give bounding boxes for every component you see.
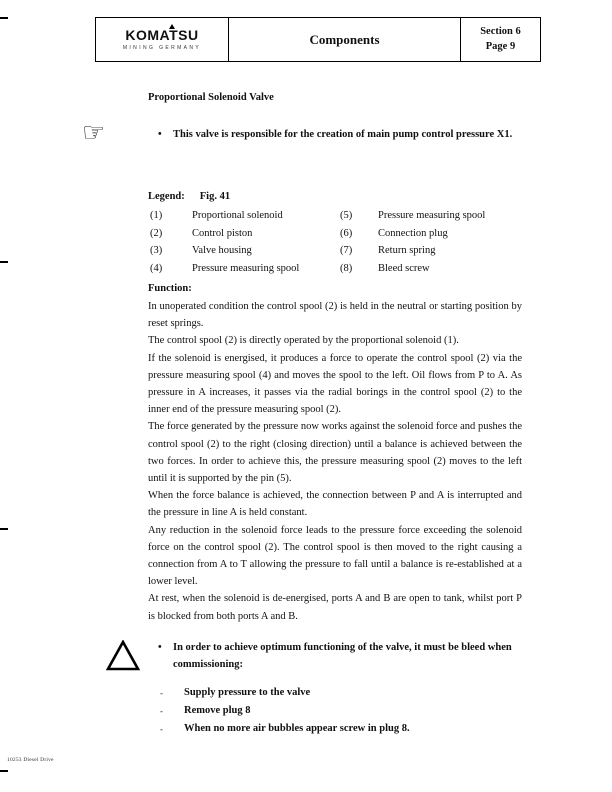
legend-num: (4) xyxy=(150,262,163,274)
logo-wordmark: KOMATSU xyxy=(125,27,199,43)
legend-text: Proportional solenoid xyxy=(192,210,283,221)
legend-num: (2) xyxy=(150,227,163,239)
footer-note: 10253 Diesel Drive xyxy=(7,757,54,763)
logo-triangle-icon xyxy=(169,24,175,29)
header-title: Components xyxy=(309,31,380,47)
warning-item-text: When no more air bubbles appear screw in plug 8. xyxy=(184,723,410,735)
legend-text: Valve housing xyxy=(192,245,252,256)
legend-num: (1) xyxy=(150,210,163,221)
komatsu-logo xyxy=(96,18,229,61)
logo-subtext: MINING GERMANY xyxy=(122,45,202,51)
paragraph: In unoperated condition the control spool (2) is held in the neutral or starting position by reset springs. xyxy=(148,301,522,330)
registration-mark xyxy=(0,261,8,263)
intro-text: This valve is responsible for the creation of main pump control pressure X1. xyxy=(173,129,513,140)
warning-item xyxy=(160,684,410,702)
section-number: Section 6 xyxy=(480,26,521,38)
warning-item xyxy=(160,720,410,738)
function-heading: Function: xyxy=(148,283,192,294)
logo-text xyxy=(125,28,198,42)
function-body xyxy=(148,298,522,625)
paragraph: When the force balance is achieved, the connection between P and A is interrupted and the pressure in line A is held constant. xyxy=(148,490,522,519)
legend-label: Legend: xyxy=(148,191,185,202)
legend-num: (6) xyxy=(340,227,353,239)
page-number: Page 9 xyxy=(485,40,516,52)
warning-intro xyxy=(158,639,522,673)
legend-num: (8) xyxy=(340,262,353,274)
warning-items xyxy=(160,684,410,739)
doc-title: Proportional Solenoid Valve xyxy=(148,92,274,103)
legend-num: (5) xyxy=(340,210,353,221)
registration-mark xyxy=(0,770,8,772)
page-header xyxy=(95,17,541,62)
legend-num: (3) xyxy=(150,245,163,256)
warning-intro-text: In order to achieve optimum functioning of the valve, it must be bleed when commissioning: xyxy=(173,642,512,670)
dash-icon: - xyxy=(160,688,163,698)
warning-item-text: Remove plug 8 xyxy=(184,705,251,717)
legend-text: Pressure measuring spool xyxy=(192,262,300,274)
legend-text: Connection plug xyxy=(378,227,448,239)
intro-bullet xyxy=(158,126,522,143)
registration-mark xyxy=(0,528,8,530)
warning-triangle-icon xyxy=(106,640,140,676)
section-info xyxy=(460,18,540,61)
registration-mark xyxy=(0,17,8,19)
bullet-icon: • xyxy=(158,129,162,140)
paragraph: At rest, when the solenoid is de-energised, ports A and B are open to tank, whilst port P is blocked from both ports A and B. xyxy=(148,593,522,622)
warning-item xyxy=(160,702,410,720)
figure-label: Fig. 41 xyxy=(199,191,231,202)
legend-num: (7) xyxy=(340,245,353,256)
dash-icon: - xyxy=(160,724,163,735)
paragraph: The control spool (2) is directly operated by the proportional solenoid (1). xyxy=(148,335,459,347)
paragraph: Any reduction in the solenoid force leads to the pressure force exceeding the solenoid force on the control spool (2). The control spool is then moved to the right causing a connection from A to T allowing the pressure to fall until a balance is re-established at a lower level. xyxy=(148,524,522,588)
legend-heading xyxy=(148,191,230,202)
legend-table xyxy=(150,209,530,275)
warning-item-text: Supply pressure to the valve xyxy=(184,687,311,698)
paragraph: If the solenoid is energised, it produces a force to operate the control spool (2) via the pressure measuring spool (4) and moves the spool to the left. Oil flows from P to A. As pressure in A increases, it passes via the radial borings in the control spool (2) to the inner end of the pressure measuring spool (2). xyxy=(148,352,522,416)
paragraph: The force generated by the pressure now works against the solenoid force and pushes the control spool (2) to the right (closing direction) until a balance is achieved between the two forces. In order to achieve this, the pressure measuring spool (2) moves to the left until it is supported by the pin (5). xyxy=(148,421,522,485)
pointing-hand-icon: ☞ xyxy=(82,118,106,147)
dash-icon: - xyxy=(160,706,163,717)
legend-text: Pressure measuring spool xyxy=(378,210,486,221)
legend-text: Control piston xyxy=(192,227,253,239)
legend-text: Bleed screw xyxy=(378,262,430,274)
legend-text: Return spring xyxy=(378,245,436,256)
bullet-icon: • xyxy=(158,642,162,653)
